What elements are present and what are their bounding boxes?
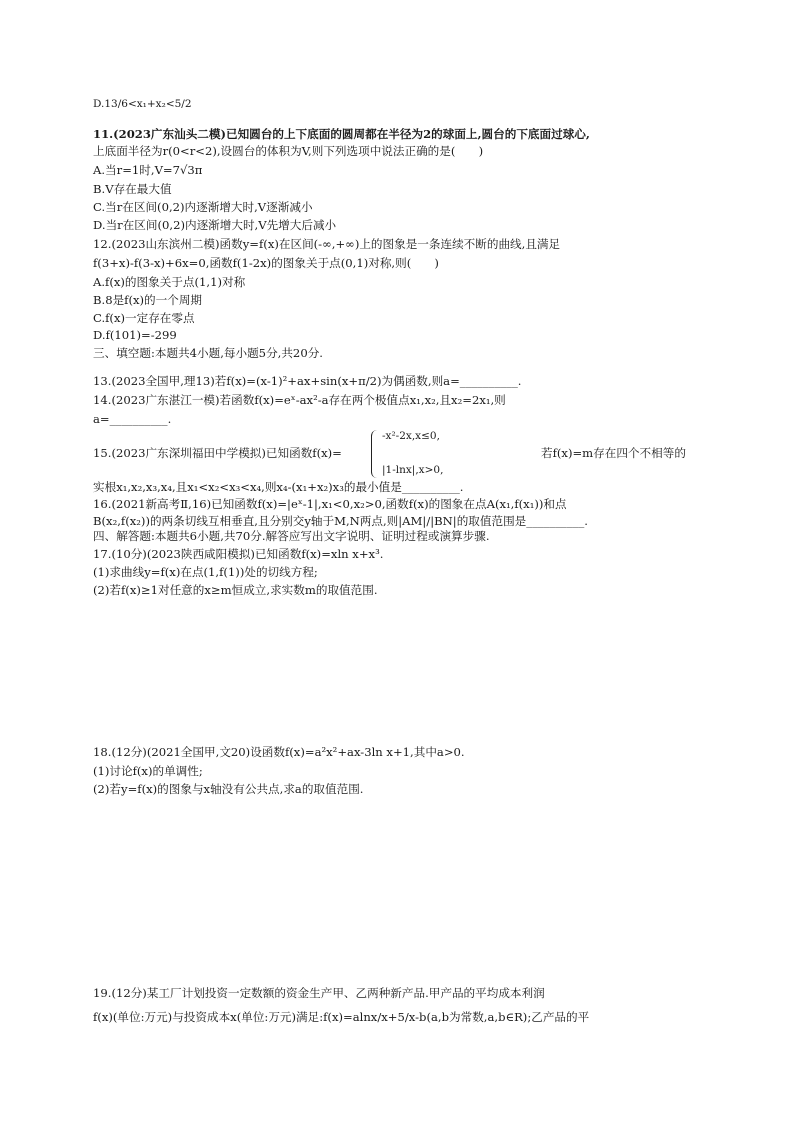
q11-option-b: B.V存在最大值 (93, 182, 172, 196)
question-18-part-2: (2)若y=f(x)的图象与x轴没有公共点,求a的取值范围. (93, 782, 364, 796)
question-19: 19.(12分)某工厂计划投资一定数额的资金生产甲、乙两种新产品.甲产品的平均成本利润 (93, 986, 545, 1000)
question-19-cont: f(x)(单位:万元)与投资成本x(单位:万元)满足:f(x)=alnx/x+5/x-b(a,b为常数,a,b∈R);乙产品的平 (93, 1010, 590, 1024)
option-d-q10: D.13/6<x₁+x₂<5/2 (93, 98, 192, 110)
q12-option-c: C.f(x)一定存在零点 (93, 311, 195, 325)
question-12-stem-cont: f(3+x)-f(3-x)+6x=0,函数f(1-2x)的图象关于点(0,1)对称,则( ) (93, 256, 439, 270)
q15-piece-2: |1-lnx|,x>0, (382, 464, 444, 476)
question-14: 14.(2023广东湛江一模)若函数f(x)=eˣ-ax²-a存在两个极值点x₁,x₂,且x₂=2x₁,则 (93, 393, 506, 407)
question-11-stem (93, 127, 590, 141)
question-14-cont: a=__________. (93, 412, 172, 426)
q11-option-c: C.当r在区间(0,2)内逐渐增大时,V逐渐减小 (93, 200, 313, 214)
q12-option-d: D.f(101)=-299 (93, 328, 177, 342)
section-4-heading: 四、解答题:本题共6小题,共70分.解答应写出文字说明、证明过程或演算步骤. (93, 529, 490, 543)
q12-option-b: B.8是f(x)的一个周期 (93, 293, 203, 307)
question-15-stem: 15.(2023广东深圳福田中学模拟)已知函数f(x)= (93, 446, 342, 460)
question-17-part-2: (2)若f(x)≥1对任意的x≥m恒成立,求实数m的取值范围. (93, 583, 378, 597)
question-18-part-1: (1)讨论f(x)的单调性; (93, 764, 203, 778)
q11-option-d: D.当r在区间(0,2)内逐渐增大时,V先增大后减小 (93, 218, 337, 232)
question-16: 16.(2021新高考Ⅱ,16)已知函数f(x)=|eˣ-1|,x₁<0,x₂>0,函数f(x)的图象在点A(x₁,f(x₁))和点 (93, 497, 567, 511)
q11-option-a: A.当r=1时,V=7√3π (93, 163, 203, 177)
question-11-stem-cont: 上底面半径为r(0<r<2),设圆台的体积为V,则下列选项中说法正确的是( ) (93, 144, 484, 158)
question-11-text: 11.(2023广东汕头二模)已知圆台的上下底面的圆周都在半径为2的球面上,圆台的下底面过球心, (93, 127, 590, 141)
question-16-cont: B(x₂,f(x₂))的两条切线互相垂直,且分别交y轴于M,N两点,则|AM|/|BN|的取值范围是__________. (93, 514, 588, 528)
question-18: 18.(12分)(2021全国甲,文20)设函数f(x)=a²x²+ax-3ln x+1,其中a>0. (93, 745, 465, 759)
question-13: 13.(2023全国甲,理13)若f(x)=(x-1)²+ax+sin(x+π/2)为偶函数,则a=__________. (93, 374, 522, 388)
section-3-heading: 三、填空题:本题共4小题,每小题5分,共20分. (93, 346, 323, 360)
question-17-part-1: (1)求曲线y=f(x)在点(1,f(1))处的切线方程; (93, 565, 318, 579)
q15-piece-1: -x²-2x,x≤0, (382, 430, 440, 442)
q12-option-a: A.f(x)的图象关于点(1,1)对称 (93, 275, 246, 289)
question-12-stem: 12.(2023山东滨州二模)函数y=f(x)在区间(-∞,+∞)上的图象是一条连续不断的曲线,且满足 (93, 237, 561, 251)
question-15-stem-tail: 若f(x)=m存在四个不相等的 (541, 446, 686, 460)
question-17: 17.(10分)(2023陕西咸阳模拟)已知函数f(x)=xln x+x³. (93, 547, 384, 561)
question-15-cont: 实根x₁,x₂,x₃,x₄,且x₁<x₂<x₃<x₄,则x₄-(x₁+x₂)x₃的最小值是__________. (93, 480, 464, 494)
q15-brace (371, 430, 380, 478)
